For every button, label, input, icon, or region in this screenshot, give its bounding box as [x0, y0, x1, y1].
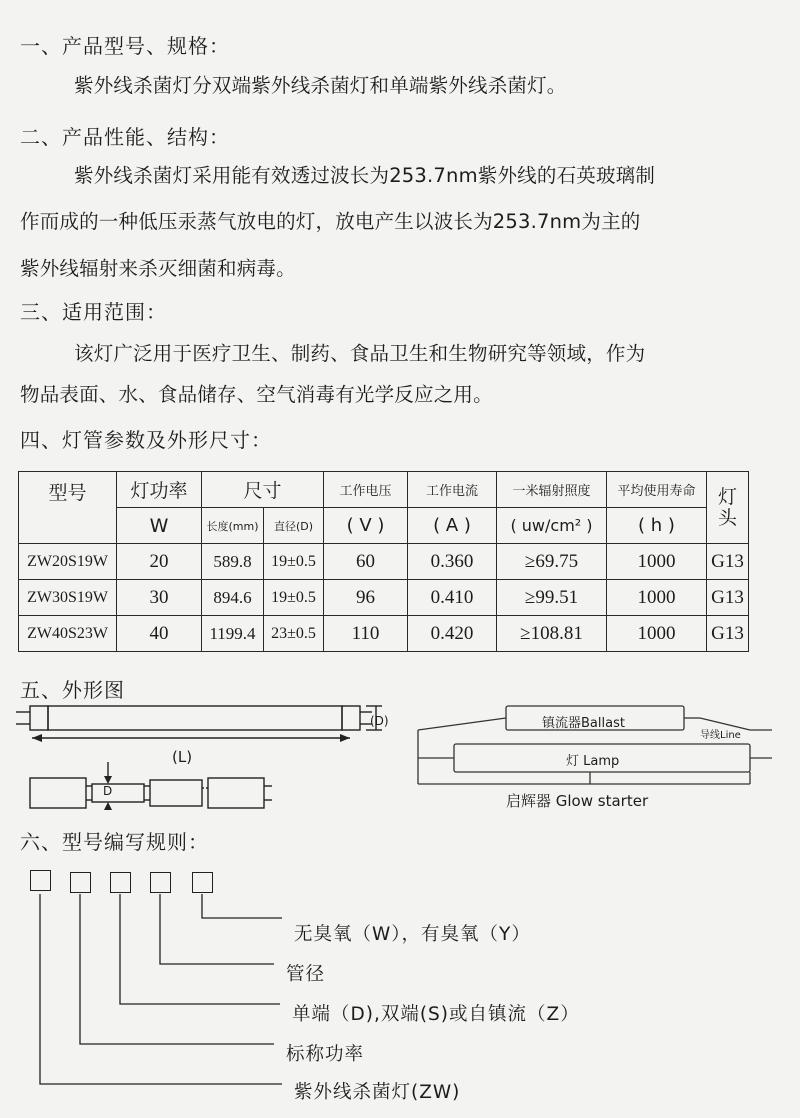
header-cap: [707, 472, 749, 544]
rule-power: 标称功率: [286, 1044, 365, 1065]
cell-length: 589.8: [202, 544, 264, 580]
table-row: [19, 580, 749, 616]
cell-current: 0.420: [408, 616, 497, 652]
cell-power: 20: [117, 544, 202, 580]
cell-length: 894.6: [202, 580, 264, 616]
rule-diameter: 管径: [286, 964, 326, 985]
dim-l-label: (L): [172, 748, 193, 766]
section-6-heading: 六、型号编写规则：: [20, 830, 209, 854]
unit-current: ( A ): [408, 508, 497, 544]
cell-current: 0.410: [408, 580, 497, 616]
header-current: 工作电流: [408, 472, 497, 508]
cell-model: ZW40S23W: [19, 616, 117, 652]
cell-voltage: 60: [324, 544, 408, 580]
unit-length: 长度(mm): [202, 508, 264, 544]
unit-power: W: [117, 508, 202, 544]
table-row: [19, 544, 749, 580]
lamp-outline-drawing: [10, 700, 400, 820]
cell-model: ZW30S19W: [19, 580, 117, 616]
table-header-row: [19, 472, 749, 508]
header-power: 灯功率: [117, 472, 202, 508]
cell-model: ZW20S19W: [19, 544, 117, 580]
cell-irradiance: ≥108.81: [497, 616, 607, 652]
unit-voltage: ( V ): [324, 508, 408, 544]
section-2-line-1: 紫外线杀菌灯采用能有效透过波长为253.7nm紫外线的石英玻璃制: [74, 164, 656, 187]
section-1-heading: 一、产品型号、规格：: [20, 34, 230, 58]
lamp-label: 灯 Lamp: [566, 754, 620, 769]
cell-cap: G13: [707, 580, 749, 616]
cell-diameter: 19±0.5: [264, 544, 324, 580]
rule-ozone: 无臭氧（W），有臭氧（Y）: [294, 924, 531, 945]
cell-power: 30: [117, 580, 202, 616]
header-size: 尺寸: [202, 472, 324, 508]
cell-power: 40: [117, 616, 202, 652]
unit-diameter: 直径(D): [264, 508, 324, 544]
cell-life: 1000: [607, 544, 707, 580]
section-5-heading: 五、外形图: [20, 678, 125, 702]
cell-diameter: 19±0.5: [264, 580, 324, 616]
section-3-line-1: 该灯广泛用于医疗卫生、制药、食品卫生和生物研究等领域，作为: [74, 342, 646, 365]
cell-voltage: 96: [324, 580, 408, 616]
rule-leader-lines: [0, 880, 300, 1100]
section-3-heading: 三、适用范围：: [20, 300, 167, 324]
section-2-heading: 二、产品性能、结构：: [20, 125, 230, 149]
cell-life: 1000: [607, 580, 707, 616]
header-model: 型号: [19, 472, 117, 544]
header-cap-label: 灯头: [717, 485, 737, 529]
table-unit-row: [19, 508, 749, 544]
rule-ends: 单端（D),双端(S)或自镇流（Z）: [292, 1004, 580, 1025]
section-2-line-2: 作而成的一种低压汞蒸气放电的灯，放电产生以波长为253.7nm为主的: [20, 210, 641, 233]
section-3-line-2: 物品表面、水、食品储存、空气消毒有光学反应之用。: [20, 383, 493, 406]
d-label: D: [103, 784, 113, 798]
cell-voltage: 110: [324, 616, 408, 652]
unit-irradiance: ( uw/cm² ): [497, 508, 607, 544]
section-1-text: 紫外线杀菌灯分双端紫外线杀菌灯和单端紫外线杀菌灯。: [74, 74, 567, 97]
cell-length: 1199.4: [202, 616, 264, 652]
cell-current: 0.360: [408, 544, 497, 580]
section-2-line-3: 紫外线辐射来杀灭细菌和病毒。: [20, 257, 296, 280]
header-voltage: 工作电压: [324, 472, 408, 508]
table-row: [19, 616, 749, 652]
cell-irradiance: ≥99.51: [497, 580, 607, 616]
cell-irradiance: ≥69.75: [497, 544, 607, 580]
line-label: 导线Line: [700, 730, 741, 741]
starter-label: 启辉器 Glow starter: [506, 792, 649, 810]
lamp-parameters-table: [18, 471, 749, 652]
cell-diameter: 23±0.5: [264, 616, 324, 652]
rule-type: 紫外线杀菌灯(ZW): [294, 1082, 461, 1103]
unit-life: ( h ): [607, 508, 707, 544]
dim-d-label: (D): [370, 714, 389, 728]
section-4-heading: 四、灯管参数及外形尺寸：: [20, 428, 272, 452]
header-life: 平均使用寿命: [607, 472, 707, 508]
header-irradiance: 一米辐射照度: [497, 472, 607, 508]
ballast-label: 镇流器Ballast: [542, 716, 625, 731]
cell-cap: G13: [707, 616, 749, 652]
cell-life: 1000: [607, 616, 707, 652]
cell-cap: G13: [707, 544, 749, 580]
